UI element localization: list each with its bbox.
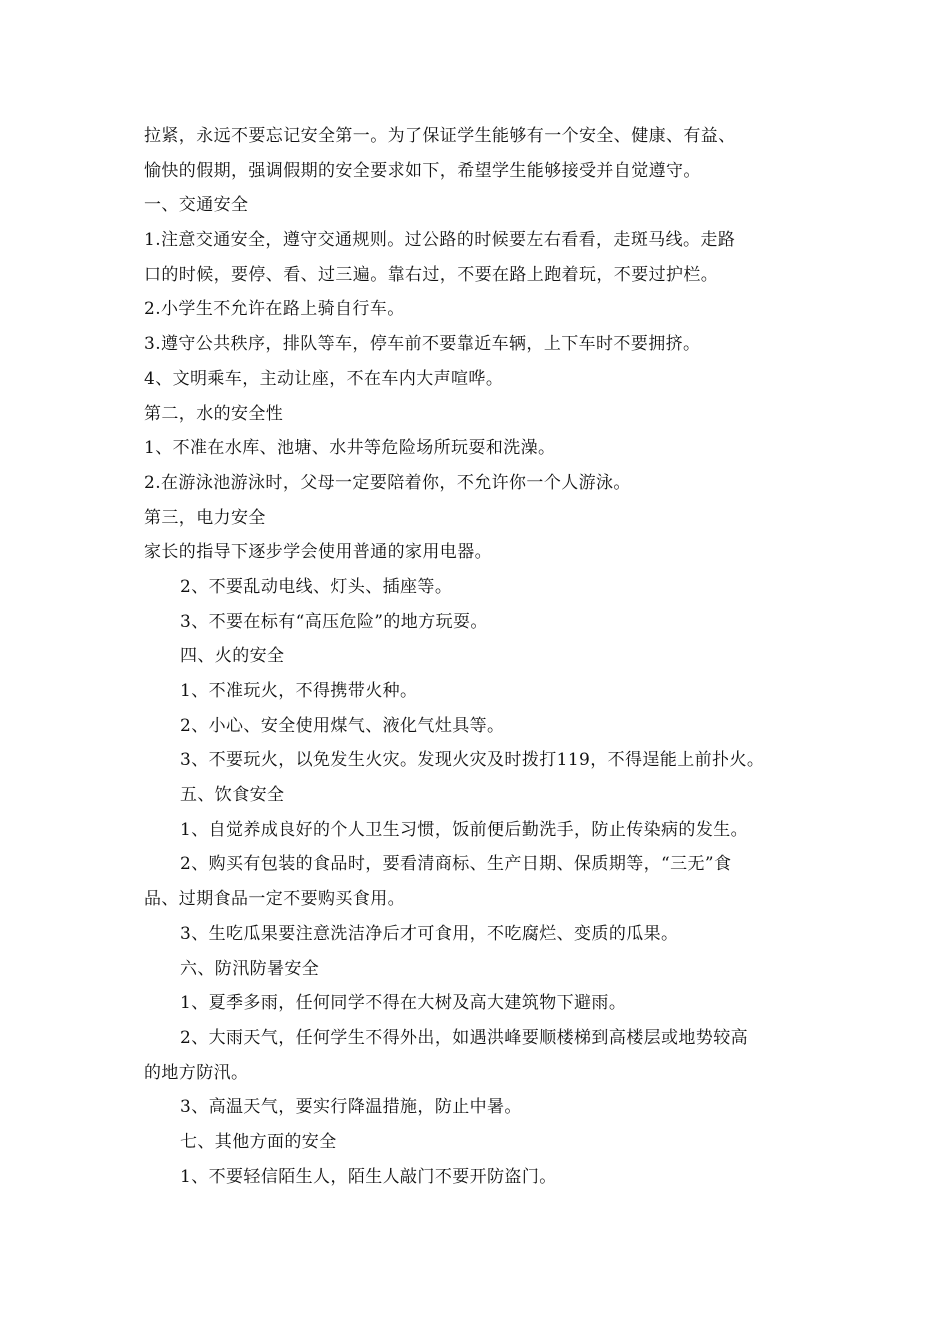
text-line: 1、不准在水库、池塘、水井等危险场所玩耍和洗澡。 — [144, 438, 556, 459]
text-line: 1.注意交通安全，遵守交通规则。过公路的时候要左右看看，走斑马线。走路 — [144, 230, 736, 251]
text-line: 品、过期食品一定不要购买食用。 — [144, 889, 405, 910]
text-line: 四、火的安全 — [180, 646, 285, 667]
text-line: 1、不要轻信陌生人，陌生人敲门不要开防盗门。 — [180, 1166, 557, 1187]
text-line: 五、饮食安全 — [180, 785, 285, 806]
text-line: 3、生吃瓜果要注意洗洁净后才可食用，不吃腐烂、变质的瓜果。 — [180, 923, 679, 944]
text-line: 3、高温天气，要实行降温措施，防止中暑。 — [180, 1097, 522, 1118]
text-line: 2、大雨天气，任何学生不得外出，如遇洪峰要顺楼梯到高楼层或地势较高 — [180, 1027, 749, 1048]
text-line: 第二，水的安全性 — [144, 403, 284, 424]
text-line: 愉快的假期，强调假期的安全要求如下，希望学生能够接受并自觉遵守。 — [144, 160, 701, 181]
text-line: 2.小学生不允许在路上骑自行车。 — [144, 299, 405, 320]
text-line: 2、不要乱动电线、灯头、插座等。 — [180, 576, 453, 597]
text-line: 2、购买有包装的食品时，要看清商标、生产日期、保质期等，“三无”食 — [180, 854, 732, 875]
text-line: 1、不准玩火，不得携带火种。 — [180, 681, 418, 701]
text-line: 七、其他方面的安全 — [180, 1131, 337, 1152]
text-line: 第三，电力安全 — [144, 507, 266, 528]
text-line: 2.在游泳池游泳时，父母一定要陪着你，不允许你一个人游泳。 — [144, 472, 631, 493]
text-line: 拉紧，永远不要忘记安全第一。为了保证学生能够有一个安全、健康、有益、 — [144, 126, 736, 146]
text-line: 3、不要玩火，以免发生火灾。发现火灾及时拨打119，不得逞能上前扑火。 — [180, 750, 765, 771]
text-line: 的地方防汛。 — [144, 1062, 249, 1083]
text-line: 口的时候，要停、看、过三遍。靠右过，不要在路上跑着玩，不要过护栏。 — [144, 264, 719, 285]
text-line: 一、交通安全 — [144, 195, 249, 216]
text-line: 3.遵守公共秩序，排队等车，停车前不要靠近车辆，上下车时不要拥挤。 — [144, 334, 701, 355]
text-line: 3、不要在标有“高压危险”的地方玩耍。 — [180, 611, 488, 632]
text-line: 1、自觉养成良好的个人卫生习惯，饭前便后勤洗手，防止传染病的发生。 — [180, 819, 749, 840]
document-body — [144, 119, 816, 1194]
text-line: 2、小心、安全使用煤气、液化气灶具等。 — [180, 715, 505, 736]
text-line: 家长的指导下逐步学会使用普通的家用电器。 — [144, 542, 492, 563]
text-line: 六、防汛防暑安全 — [180, 958, 320, 979]
text-line: 4、文明乘车，主动让座，不在车内大声喧哗。 — [144, 368, 504, 389]
text-line: 1、夏季多雨，任何同学不得在大树及高大建筑物下避雨。 — [180, 993, 627, 1014]
